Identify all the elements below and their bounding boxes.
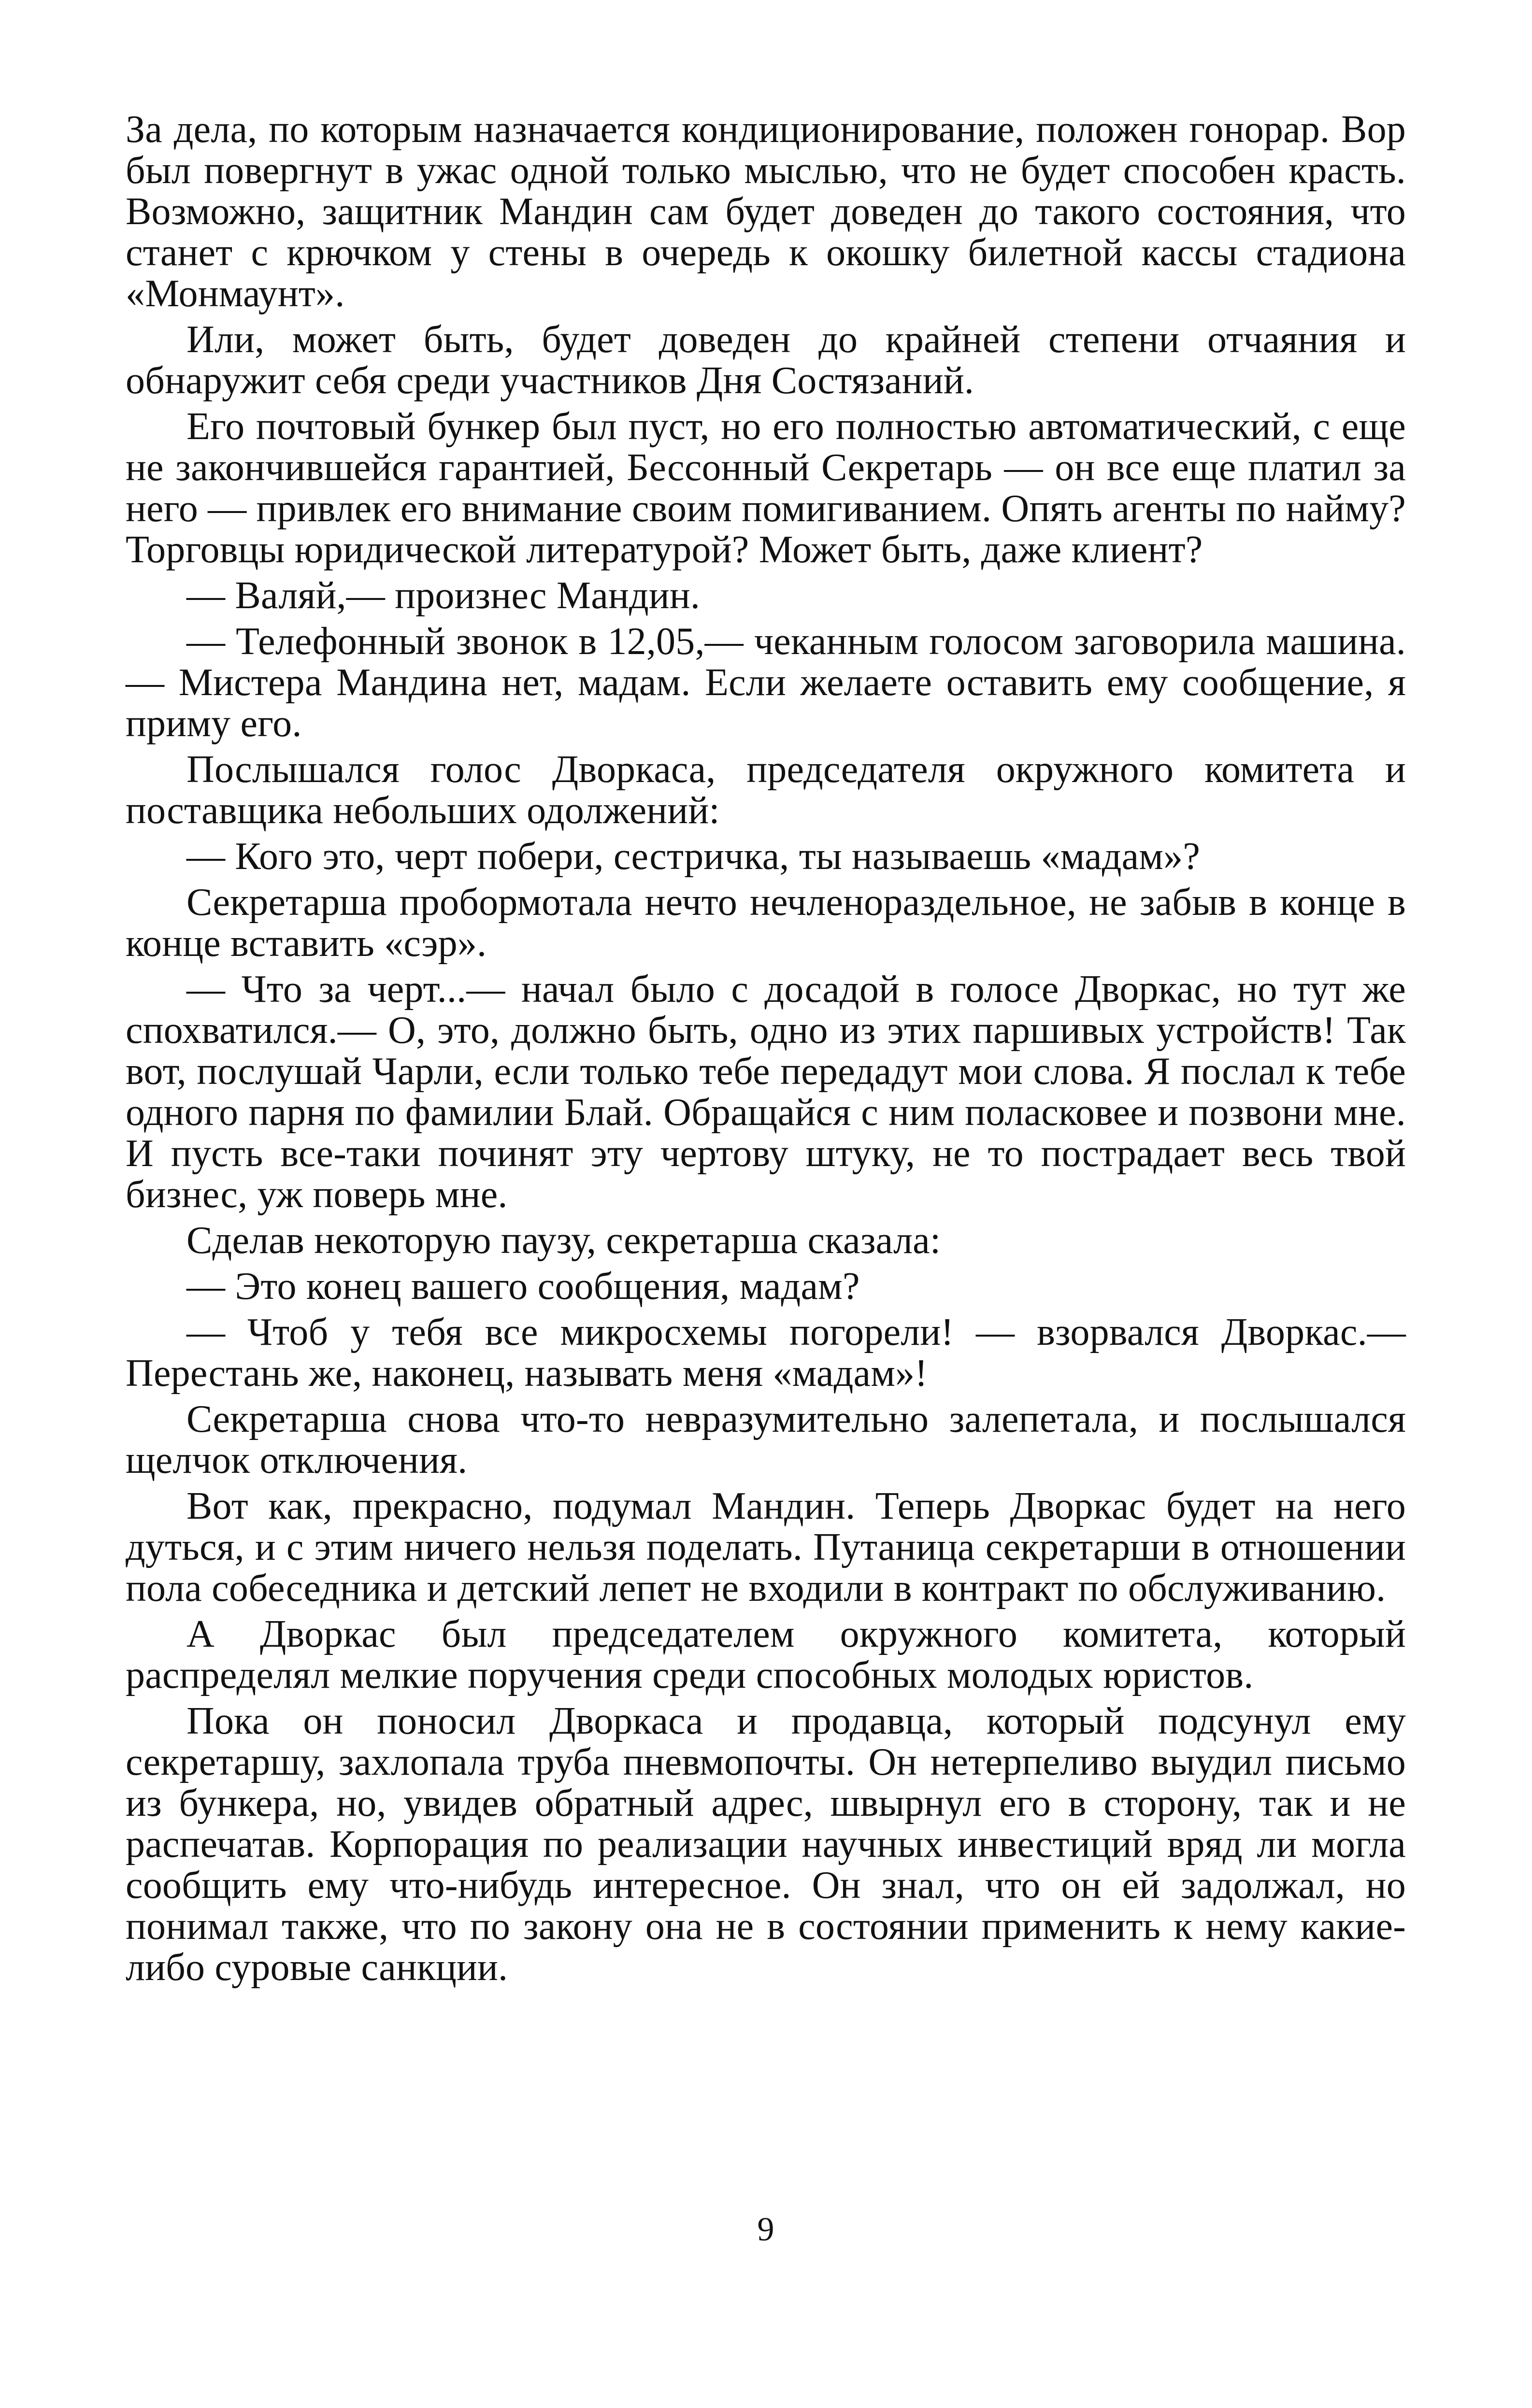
paragraph: Послышался голос Дворкаса, председателя окружного комитета и поставщика небольших одолжений: xyxy=(126,748,1406,832)
dialogue-line: — Валяй,— произнес Мандин. xyxy=(186,574,701,617)
paragraph: Сделав некоторую паузу, секретарша сказала: xyxy=(186,1219,941,1262)
paragraph: Секретарша снова что-то невразумительно залепетала, и послышался щелчок отключения. xyxy=(126,1398,1406,1482)
paragraph: Или, может быть, будет доведен до крайней степени отчаяния и обнаружит себя среди участников Дня Состязаний. xyxy=(126,318,1406,402)
paragraph: За дела, по которым назначается кондиционирование, положен гонорар. Вор был повергнут в ужас одной только мыслью, что не будет способен красть. Возможно, защитник Мандин сам будет доведен до такого состояния, что станет с крючком у стены в очередь к окошку билетной кассы стадиона «Монмаунт». xyxy=(126,108,1406,315)
dialogue-line: — Телефонный звонок в 12,05,— чеканным голосом заговорила машина.— Мистера Мандина нет, мадам. Если желаете оставить ему сообщение, я приму его. xyxy=(126,620,1406,745)
paragraph: А Дворкас был председателем окружного комитета, который распределял мелкие поручения среди способных молодых юристов. xyxy=(126,1613,1406,1696)
page-text xyxy=(126,109,1406,1993)
paragraph: Его почтовый бункер был пуст, но его полностью автоматический, с еще не закончившейся гарантией, Бессонный Секретарь — он все еще платил за него — привлек его внимание своим помигиванием. Опять агенты по найму? Торговцы юридической литературой? Может быть, даже клиент? xyxy=(126,405,1406,571)
paragraph: Пока он поносил Дворкаса и продавца, который подсунул ему секретаршу, захлопала труба пневмопочты. Он нетерпеливо выудил письмо из бункера, но, увидев обратный адрес, швырнул его в сторону, так и не распечатав. Корпорация по реализации научных инвестиций вряд ли могла сообщить ему что-нибудь интересное. Он знал, что он ей задолжал, но понимал также, что по закону она не в состоянии применить к нему какие-либо суровые санкции. xyxy=(126,1700,1406,1989)
dialogue-line: — Что за черт...— начал было с досадой в голосе Дворкас, но тут же спохватился.— О, это, должно быть, одно из этих паршивых устройств! Так вот, послушай Чарли, если только тебе передадут мои слова. Я послал к тебе одного парня по фамилии Блай. Обращайся с ним поласковее и позвони мне. И пусть все-таки починят эту чертову штуку, не то пострадает весь твой бизнес, уж поверь мне. xyxy=(126,968,1406,1216)
book-page xyxy=(126,109,1406,2331)
dialogue-line: — Чтоб у тебя все микросхемы погорели! — взорвался Дворкас.— Перестань же, наконец, называть меня «мадам»! xyxy=(126,1311,1406,1395)
paragraph: Секретарша пробормотала нечто нечленораздельное, не забыв в конце в конце вставить «сэр». xyxy=(126,881,1406,965)
dialogue-line: — Это конец вашего сообщения, мадам? xyxy=(186,1265,860,1308)
paragraph: Вот как, прекрасно, подумал Мандин. Теперь Дворкас будет на него дуться, и с этим ничего нельзя поделать. Путаница секретарши в отношении пола собеседника и детский лепет не входили в контракт по обслуживанию. xyxy=(126,1485,1406,1610)
dialogue-line: — Кого это, черт побери, сестричка, ты называешь «мадам»? xyxy=(186,835,1201,878)
page-number: 9 xyxy=(757,2211,774,2248)
